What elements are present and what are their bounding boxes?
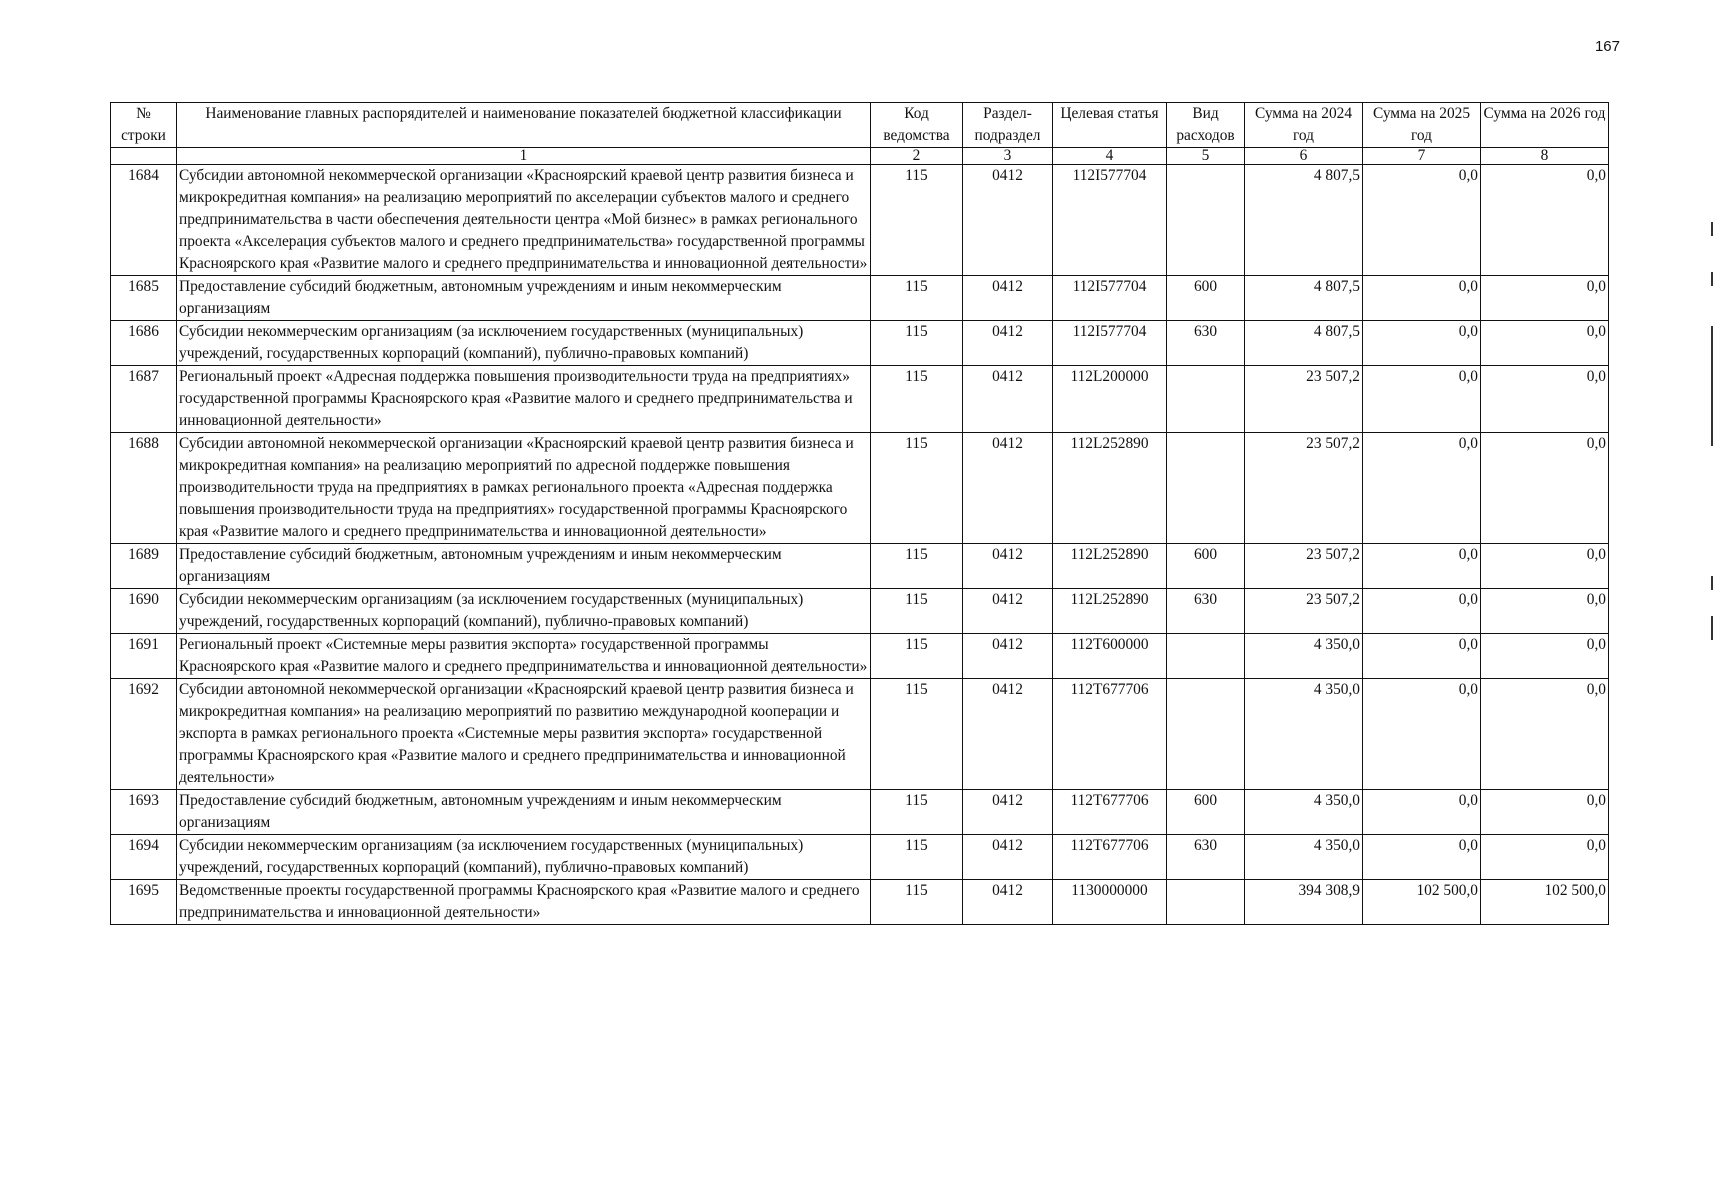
row-section: 0412 — [963, 790, 1053, 835]
row-name: Ведомственные проекты государственной программы Красноярского края «Развитие малого и среднего предпринимательства и инновационной деятельности» — [177, 880, 871, 925]
row-sum-2026: 102 500,0 — [1481, 880, 1609, 925]
row-number: 1687 — [111, 366, 177, 433]
header-article: Целевая статья — [1053, 103, 1167, 148]
row-article: 112L252890 — [1053, 544, 1167, 589]
row-name: Предоставление субсидий бюджетным, автономным учреждениям и иным некоммерческим организациям — [177, 790, 871, 835]
table-row — [111, 634, 1609, 679]
row-sum-2024: 23 507,2 — [1245, 366, 1363, 433]
row-number: 1691 — [111, 634, 177, 679]
row-expense-type — [1167, 366, 1245, 433]
table-body — [111, 165, 1609, 925]
row-dept-code: 115 — [871, 679, 963, 790]
table-row — [111, 276, 1609, 321]
row-number: 1684 — [111, 165, 177, 276]
row-dept-code: 115 — [871, 544, 963, 589]
table-row — [111, 366, 1609, 433]
row-expense-type — [1167, 165, 1245, 276]
row-number: 1685 — [111, 276, 177, 321]
row-sum-2025: 0,0 — [1363, 433, 1481, 544]
scan-margin-mark — [1711, 272, 1713, 286]
row-dept-code: 115 — [871, 880, 963, 925]
row-sum-2024: 4 350,0 — [1245, 790, 1363, 835]
budget-table — [110, 102, 1609, 925]
table-row — [111, 321, 1609, 366]
row-name: Субсидии автономной некоммерческой организации «Красноярский краевой центр развития бизнеса и микрокредитная компания» на реализацию мероприятий по развитию международной кооперации и экспорта в рамках регионального проекта «Системные меры развития экспорта» государственной программы Красноярского края «Развитие малого и среднего предпринимательства и инновационной деятельности» — [177, 679, 871, 790]
row-sum-2026: 0,0 — [1481, 366, 1609, 433]
table-row — [111, 679, 1609, 790]
row-article: 112T600000 — [1053, 634, 1167, 679]
row-article: 1130000000 — [1053, 880, 1167, 925]
row-dept-code: 115 — [871, 276, 963, 321]
scan-margin-mark — [1711, 576, 1713, 590]
row-expense-type — [1167, 634, 1245, 679]
header-sum-2026: Сумма на 2026 год — [1481, 103, 1609, 148]
row-sum-2024: 23 507,2 — [1245, 544, 1363, 589]
header-row-no: № строки — [111, 103, 177, 148]
row-expense-type — [1167, 880, 1245, 925]
row-article: 112T677706 — [1053, 790, 1167, 835]
row-sum-2024: 394 308,9 — [1245, 880, 1363, 925]
row-section: 0412 — [963, 276, 1053, 321]
row-section: 0412 — [963, 321, 1053, 366]
row-expense-type: 600 — [1167, 544, 1245, 589]
row-article: 112I577704 — [1053, 321, 1167, 366]
scan-margin-mark — [1711, 326, 1713, 446]
row-number: 1694 — [111, 835, 177, 880]
column-number: 5 — [1167, 148, 1245, 165]
column-number: 2 — [871, 148, 963, 165]
row-section: 0412 — [963, 589, 1053, 634]
row-number: 1693 — [111, 790, 177, 835]
row-name: Субсидии автономной некоммерческой организации «Красноярский краевой центр развития бизнеса и микрокредитная компания» на реализацию мероприятий по адресной поддержке повышения производительности труда на предприятиях в рамках регионального проекта «Адресная поддержка повышения производительности труда на предприятиях» государственной программы Красноярского края «Развитие малого и среднего предпринимательства и инновационной деятельности» — [177, 433, 871, 544]
row-number: 1692 — [111, 679, 177, 790]
row-section: 0412 — [963, 544, 1053, 589]
row-sum-2024: 4 350,0 — [1245, 835, 1363, 880]
row-name: Субсидии некоммерческим организациям (за исключением государственных (муниципальных) учреждений, государственных корпораций (компаний), публично-правовых компаний) — [177, 321, 871, 366]
row-name: Региональный проект «Системные меры развития экспорта» государственной программы Красноярского края «Развитие малого и среднего предпринимательства и инновационной деятельности» — [177, 634, 871, 679]
row-dept-code: 115 — [871, 634, 963, 679]
row-article: 112I577704 — [1053, 165, 1167, 276]
row-article: 112I577704 — [1053, 276, 1167, 321]
column-number: 7 — [1363, 148, 1481, 165]
row-dept-code: 115 — [871, 165, 963, 276]
column-number: 4 — [1053, 148, 1167, 165]
table-row — [111, 165, 1609, 276]
row-expense-type: 630 — [1167, 589, 1245, 634]
row-expense-type — [1167, 433, 1245, 544]
scan-margin-mark — [1711, 222, 1713, 236]
row-name: Региональный проект «Адресная поддержка повышения производительности труда на предприятиях» государственной программы Красноярского края «Развитие малого и среднего предпринимательства и инновационной деятельности» — [177, 366, 871, 433]
row-sum-2026: 0,0 — [1481, 321, 1609, 366]
row-sum-2026: 0,0 — [1481, 165, 1609, 276]
column-number: 6 — [1245, 148, 1363, 165]
table-row — [111, 835, 1609, 880]
row-expense-type: 600 — [1167, 790, 1245, 835]
row-sum-2025: 0,0 — [1363, 276, 1481, 321]
header-section: Раздел-подраздел — [963, 103, 1053, 148]
column-number: 1 — [177, 148, 871, 165]
row-number: 1695 — [111, 880, 177, 925]
row-sum-2024: 4 807,5 — [1245, 276, 1363, 321]
row-sum-2024: 4 350,0 — [1245, 679, 1363, 790]
row-sum-2025: 0,0 — [1363, 679, 1481, 790]
row-dept-code: 115 — [871, 790, 963, 835]
row-expense-type — [1167, 679, 1245, 790]
row-name: Субсидии автономной некоммерческой организации «Красноярский краевой центр развития бизнеса и микрокредитная компания» на реализацию мероприятий по акселерации субъектов малого и среднего предпринимательства в части обеспечения деятельности центра «Мой бизнес» в рамках регионального проекта «Акселерация субъектов малого и среднего предпринимательства» государственной программы Красноярского края «Развитие малого и среднего предпринимательства и инновационной деятельности» — [177, 165, 871, 276]
row-sum-2026: 0,0 — [1481, 790, 1609, 835]
row-section: 0412 — [963, 679, 1053, 790]
column-number: 3 — [963, 148, 1053, 165]
row-sum-2026: 0,0 — [1481, 679, 1609, 790]
row-sum-2025: 0,0 — [1363, 790, 1481, 835]
column-number: 8 — [1481, 148, 1609, 165]
row-sum-2026: 0,0 — [1481, 589, 1609, 634]
row-expense-type: 600 — [1167, 276, 1245, 321]
row-name: Предоставление субсидий бюджетным, автономным учреждениям и иным некоммерческим организациям — [177, 544, 871, 589]
page-number: 167 — [1594, 38, 1620, 55]
row-section: 0412 — [963, 880, 1053, 925]
row-number: 1686 — [111, 321, 177, 366]
row-number: 1690 — [111, 589, 177, 634]
row-sum-2025: 0,0 — [1363, 634, 1481, 679]
header-row — [111, 103, 1609, 148]
row-sum-2025: 102 500,0 — [1363, 880, 1481, 925]
row-sum-2025: 0,0 — [1363, 544, 1481, 589]
row-sum-2026: 0,0 — [1481, 276, 1609, 321]
row-section: 0412 — [963, 835, 1053, 880]
row-article: 112L252890 — [1053, 433, 1167, 544]
row-sum-2026: 0,0 — [1481, 544, 1609, 589]
header-sum-2024: Сумма на 2024 год — [1245, 103, 1363, 148]
row-sum-2025: 0,0 — [1363, 321, 1481, 366]
scan-margin-mark — [1711, 616, 1713, 640]
row-sum-2025: 0,0 — [1363, 165, 1481, 276]
row-article: 112L252890 — [1053, 589, 1167, 634]
row-expense-type: 630 — [1167, 835, 1245, 880]
table-row — [111, 880, 1609, 925]
row-sum-2025: 0,0 — [1363, 835, 1481, 880]
row-section: 0412 — [963, 634, 1053, 679]
column-numbers-row — [111, 148, 1609, 165]
row-sum-2026: 0,0 — [1481, 835, 1609, 880]
header-name: Наименование главных распорядителей и наименование показателей бюджетной классификации — [177, 103, 871, 148]
row-sum-2024: 23 507,2 — [1245, 589, 1363, 634]
row-section: 0412 — [963, 165, 1053, 276]
row-name: Субсидии некоммерческим организациям (за исключением государственных (муниципальных) учреждений, государственных корпораций (компаний), публично-правовых компаний) — [177, 589, 871, 634]
row-section: 0412 — [963, 433, 1053, 544]
row-dept-code: 115 — [871, 589, 963, 634]
row-sum-2024: 4 807,5 — [1245, 165, 1363, 276]
header-sum-2025: Сумма на 2025 год — [1363, 103, 1481, 148]
table-row — [111, 790, 1609, 835]
header-code: Код ведомства — [871, 103, 963, 148]
row-sum-2024: 23 507,2 — [1245, 433, 1363, 544]
row-article: 112T677706 — [1053, 835, 1167, 880]
table-row — [111, 544, 1609, 589]
header-type: Вид расходов — [1167, 103, 1245, 148]
row-sum-2024: 4 350,0 — [1245, 634, 1363, 679]
row-dept-code: 115 — [871, 321, 963, 366]
row-article: 112L200000 — [1053, 366, 1167, 433]
row-number: 1688 — [111, 433, 177, 544]
row-dept-code: 115 — [871, 433, 963, 544]
row-article: 112T677706 — [1053, 679, 1167, 790]
row-expense-type: 630 — [1167, 321, 1245, 366]
table-row — [111, 433, 1609, 544]
row-section: 0412 — [963, 366, 1053, 433]
row-sum-2024: 4 807,5 — [1245, 321, 1363, 366]
row-sum-2025: 0,0 — [1363, 366, 1481, 433]
row-dept-code: 115 — [871, 835, 963, 880]
row-sum-2026: 0,0 — [1481, 433, 1609, 544]
row-name: Предоставление субсидий бюджетным, автономным учреждениям и иным некоммерческим организациям — [177, 276, 871, 321]
row-sum-2026: 0,0 — [1481, 634, 1609, 679]
row-name: Субсидии некоммерческим организациям (за исключением государственных (муниципальных) учреждений, государственных корпораций (компаний), публично-правовых компаний) — [177, 835, 871, 880]
row-number: 1689 — [111, 544, 177, 589]
row-dept-code: 115 — [871, 366, 963, 433]
row-sum-2025: 0,0 — [1363, 589, 1481, 634]
column-number — [111, 148, 177, 165]
table-row — [111, 589, 1609, 634]
